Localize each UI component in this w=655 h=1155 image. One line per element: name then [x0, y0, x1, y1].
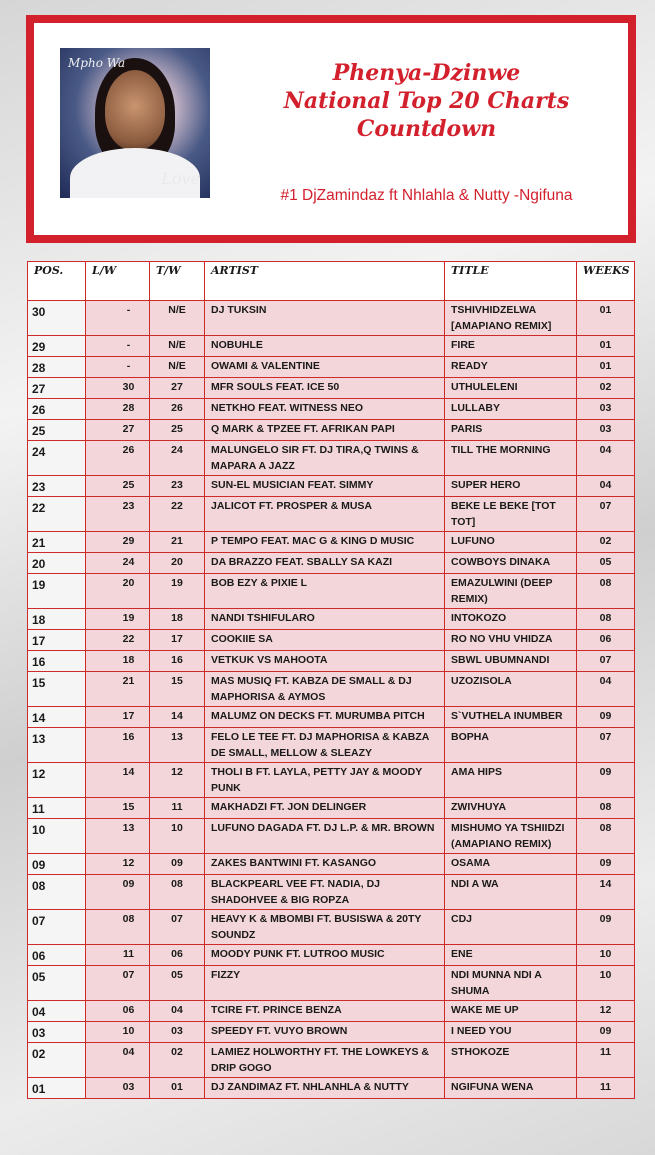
- title-cell: WAKE ME UP: [445, 1001, 577, 1022]
- table-row: [28, 1078, 635, 1099]
- tw-cell: 04: [150, 1001, 205, 1022]
- lw-cell: 10: [86, 1022, 150, 1043]
- tw-cell: 02: [150, 1043, 205, 1078]
- chart-title: Phenya-Dzinwe National Top 20 Charts Countdown: [283, 60, 570, 142]
- weeks-cell: 02: [577, 378, 635, 399]
- weeks-cell: 09: [577, 854, 635, 875]
- title-cell: LULLABY: [445, 399, 577, 420]
- artist-cell: DA BRAZZO FEAT. SBALLY SA KAZI: [205, 553, 445, 574]
- lw-cell: 16: [86, 728, 150, 763]
- artist-cell: NETKHO FEAT. WITNESS NEO: [205, 399, 445, 420]
- pos-cell: 28: [28, 357, 86, 378]
- cover-signature: Love: [161, 169, 200, 188]
- artist-cell: P TEMPO FEAT. MAC G & KING D MUSIC: [205, 532, 445, 553]
- table-row: [28, 819, 635, 854]
- lw-cell: 25: [86, 476, 150, 497]
- weeks-cell: 08: [577, 609, 635, 630]
- header-card: [34, 23, 628, 235]
- title-cell: SBWL UBUMNANDI: [445, 651, 577, 672]
- table-row: [28, 574, 635, 609]
- lw-cell: 04: [86, 1043, 150, 1078]
- artist-cell: COOKIIE SA: [205, 630, 445, 651]
- tw-cell: 11: [150, 798, 205, 819]
- lw-cell: 08: [86, 910, 150, 945]
- tw-cell: 21: [150, 532, 205, 553]
- lw-cell: 27: [86, 420, 150, 441]
- table-row: [28, 1001, 635, 1022]
- table-row: [28, 707, 635, 728]
- col-tw-header: T/W: [150, 262, 205, 301]
- title-cell: SUPER HERO: [445, 476, 577, 497]
- lw-cell: 03: [86, 1078, 150, 1099]
- title-cell: INTOKOZO: [445, 609, 577, 630]
- tw-cell: 26: [150, 399, 205, 420]
- pos-cell: 26: [28, 399, 86, 420]
- tw-cell: 09: [150, 854, 205, 875]
- artist-cell: HEAVY K & MBOMBI FT. BUSISWA & 20TY SOUNDZ: [205, 910, 445, 945]
- artist-cell: OWAMI & VALENTINE: [205, 357, 445, 378]
- chart-table: [27, 261, 635, 1099]
- weeks-cell: 06: [577, 630, 635, 651]
- title-cell: STHOKOZE: [445, 1043, 577, 1078]
- tw-cell: 20: [150, 553, 205, 574]
- artist-cell: DJ TUKSIN: [205, 301, 445, 336]
- pos-cell: 03: [28, 1022, 86, 1043]
- title-cell: PARIS: [445, 420, 577, 441]
- tw-cell: 01: [150, 1078, 205, 1099]
- weeks-cell: 07: [577, 728, 635, 763]
- lw-cell: -: [86, 357, 150, 378]
- number-one-line: #1 DjZamindaz ft Nhlahla & Nutty -Ngifuna: [280, 187, 573, 204]
- pos-cell: 07: [28, 910, 86, 945]
- lw-cell: 09: [86, 875, 150, 910]
- pos-cell: 25: [28, 420, 86, 441]
- lw-cell: 17: [86, 707, 150, 728]
- artist-cell: NOBUHLE: [205, 336, 445, 357]
- lw-cell: 29: [86, 532, 150, 553]
- weeks-cell: 01: [577, 301, 635, 336]
- lw-cell: 23: [86, 497, 150, 532]
- pos-cell: 24: [28, 441, 86, 476]
- table-row: [28, 1022, 635, 1043]
- lw-cell: 30: [86, 378, 150, 399]
- artist-cell: TCIRE FT. PRINCE BENZA: [205, 1001, 445, 1022]
- weeks-cell: 08: [577, 574, 635, 609]
- weeks-cell: 02: [577, 532, 635, 553]
- pos-cell: 02: [28, 1043, 86, 1078]
- pos-cell: 05: [28, 966, 86, 1001]
- table-row: [28, 441, 635, 476]
- pos-cell: 18: [28, 609, 86, 630]
- title-cell: NGIFUNA WENA: [445, 1078, 577, 1099]
- pos-cell: 15: [28, 672, 86, 707]
- title-cell: OSAMA: [445, 854, 577, 875]
- pos-cell: 08: [28, 875, 86, 910]
- title-cell: NDI A WA: [445, 875, 577, 910]
- tw-cell: 22: [150, 497, 205, 532]
- table-row: [28, 420, 635, 441]
- artist-cell: DJ ZANDIMAZ FT. NHLANHLA & NUTTY: [205, 1078, 445, 1099]
- tw-cell: 13: [150, 728, 205, 763]
- lw-cell: 28: [86, 399, 150, 420]
- pos-cell: 09: [28, 854, 86, 875]
- artist-cell: JALICOT FT. PROSPER & MUSA: [205, 497, 445, 532]
- chart-body: [28, 301, 635, 1099]
- weeks-cell: 12: [577, 1001, 635, 1022]
- pos-cell: 30: [28, 301, 86, 336]
- lw-cell: 13: [86, 819, 150, 854]
- artist-cell: THOLI B FT. LAYLA, PETTY JAY & MOODY PUNK: [205, 763, 445, 798]
- weeks-cell: 08: [577, 819, 635, 854]
- col-artist-header: ARTIST: [205, 262, 445, 301]
- pos-cell: 12: [28, 763, 86, 798]
- title-cell: S`VUTHELA INUMBER: [445, 707, 577, 728]
- artist-cell: SPEEDY FT. VUYO BROWN: [205, 1022, 445, 1043]
- tw-cell: 03: [150, 1022, 205, 1043]
- table-row: [28, 966, 635, 1001]
- artist-cell: LUFUNO DAGADA FT. DJ L.P. & MR. BROWN: [205, 819, 445, 854]
- pos-cell: 29: [28, 336, 86, 357]
- tw-cell: 27: [150, 378, 205, 399]
- weeks-cell: 05: [577, 553, 635, 574]
- table-row: [28, 301, 635, 336]
- pos-cell: 14: [28, 707, 86, 728]
- pos-cell: 27: [28, 378, 86, 399]
- artist-cell: SUN-EL MUSICIAN FEAT. SIMMY: [205, 476, 445, 497]
- tw-cell: 10: [150, 819, 205, 854]
- lw-cell: 24: [86, 553, 150, 574]
- artist-cell: BLACKPEARL VEE FT. NADIA, DJ SHADOHVEE & BIG ROPZA: [205, 875, 445, 910]
- col-title-header: TITLE: [445, 262, 577, 301]
- weeks-cell: 04: [577, 672, 635, 707]
- title-cell: LUFUNO: [445, 532, 577, 553]
- title-cell: BEKE LE BEKE [TOT TOT]: [445, 497, 577, 532]
- weeks-cell: 09: [577, 763, 635, 798]
- table-row: [28, 378, 635, 399]
- title-cell: TSHIVHIDZELWA [AMAPIANO REMIX]: [445, 301, 577, 336]
- tw-cell: N/E: [150, 357, 205, 378]
- table-header-row: [28, 262, 635, 301]
- table-row: [28, 945, 635, 966]
- title-cell: FIRE: [445, 336, 577, 357]
- table-row: [28, 651, 635, 672]
- weeks-cell: 11: [577, 1078, 635, 1099]
- pos-cell: 04: [28, 1001, 86, 1022]
- table-row: [28, 798, 635, 819]
- artist-cell: ZAKES BANTWINI FT. KASANGO: [205, 854, 445, 875]
- artist-cell: NANDI TSHIFULARO: [205, 609, 445, 630]
- title-cell: UTHULELENI: [445, 378, 577, 399]
- table-row: [28, 910, 635, 945]
- col-lw-header: L/W: [86, 262, 150, 301]
- lw-cell: 21: [86, 672, 150, 707]
- tw-cell: 24: [150, 441, 205, 476]
- weeks-cell: 01: [577, 336, 635, 357]
- title-cell: READY: [445, 357, 577, 378]
- title-cell: NDI MUNNA NDI A SHUMA: [445, 966, 577, 1001]
- weeks-cell: 11: [577, 1043, 635, 1078]
- weeks-cell: 10: [577, 945, 635, 966]
- tw-cell: 06: [150, 945, 205, 966]
- table-row: [28, 609, 635, 630]
- artist-cell: MFR SOULS FEAT. ICE 50: [205, 378, 445, 399]
- col-pos-header: POS.: [28, 262, 86, 301]
- pos-cell: 06: [28, 945, 86, 966]
- lw-cell: 12: [86, 854, 150, 875]
- pos-cell: 16: [28, 651, 86, 672]
- tw-cell: 16: [150, 651, 205, 672]
- weeks-cell: 14: [577, 875, 635, 910]
- table-row: [28, 630, 635, 651]
- pos-cell: 17: [28, 630, 86, 651]
- tw-cell: 19: [150, 574, 205, 609]
- title-cell: EMAZULWINI (DEEP REMIX): [445, 574, 577, 609]
- artist-cell: MALUMZ ON DECKS FT. MURUMBA PITCH: [205, 707, 445, 728]
- artist-cell: Q MARK & TPZEE FT. AFRIKAN PAPI: [205, 420, 445, 441]
- table-row: [28, 1043, 635, 1078]
- pos-cell: 01: [28, 1078, 86, 1099]
- artist-cell: VETKUK VS MAHOOTA: [205, 651, 445, 672]
- artist-cell: BOB EZY & PIXIE L: [205, 574, 445, 609]
- weeks-cell: 03: [577, 399, 635, 420]
- table-row: [28, 553, 635, 574]
- lw-cell: 19: [86, 609, 150, 630]
- table-row: [28, 763, 635, 798]
- tw-cell: 25: [150, 420, 205, 441]
- table-row: [28, 336, 635, 357]
- table-row: [28, 672, 635, 707]
- title-cell: COWBOYS DINAKA: [445, 553, 577, 574]
- tw-cell: 12: [150, 763, 205, 798]
- lw-cell: 20: [86, 574, 150, 609]
- title-cell: ZWIVHUYA: [445, 798, 577, 819]
- title-cell: TILL THE MORNING: [445, 441, 577, 476]
- lw-cell: 22: [86, 630, 150, 651]
- tw-cell: 14: [150, 707, 205, 728]
- pos-cell: 11: [28, 798, 86, 819]
- weeks-cell: 09: [577, 1022, 635, 1043]
- artist-cell: LAMIEZ HOLWORTHY FT. THE LOWKEYS & DRIP GOGO: [205, 1043, 445, 1078]
- tw-cell: N/E: [150, 301, 205, 336]
- artist-cell: MAS MUSIQ FT. KABZA DE SMALL & DJ MAPHORISA & AYMOS: [205, 672, 445, 707]
- tw-cell: 23: [150, 476, 205, 497]
- title-cell: I NEED YOU: [445, 1022, 577, 1043]
- tw-cell: 08: [150, 875, 205, 910]
- table-row: [28, 532, 635, 553]
- table-row: [28, 357, 635, 378]
- artist-cell: FELO LE TEE FT. DJ MAPHORISA & KABZA DE SMALL, MELLOW & SLEAZY: [205, 728, 445, 763]
- lw-cell: 06: [86, 1001, 150, 1022]
- pos-cell: 21: [28, 532, 86, 553]
- title-cell: ENE: [445, 945, 577, 966]
- weeks-cell: 09: [577, 910, 635, 945]
- table-row: [28, 728, 635, 763]
- cover-text: Mpho Wa: [68, 56, 126, 70]
- tw-cell: 15: [150, 672, 205, 707]
- header-banner: [26, 15, 636, 243]
- pos-cell: 13: [28, 728, 86, 763]
- weeks-cell: 01: [577, 357, 635, 378]
- tw-cell: N/E: [150, 336, 205, 357]
- lw-cell: 26: [86, 441, 150, 476]
- artist-cell: MALUNGELO SIR FT. DJ TIRA,Q TWINS & MAPARA A JAZZ: [205, 441, 445, 476]
- table-row: [28, 497, 635, 532]
- table-row: [28, 875, 635, 910]
- pos-cell: 23: [28, 476, 86, 497]
- weeks-cell: 04: [577, 441, 635, 476]
- weeks-cell: 07: [577, 651, 635, 672]
- weeks-cell: 10: [577, 966, 635, 1001]
- pos-cell: 10: [28, 819, 86, 854]
- weeks-cell: 07: [577, 497, 635, 532]
- table-row: [28, 476, 635, 497]
- pos-cell: 22: [28, 497, 86, 532]
- lw-cell: 15: [86, 798, 150, 819]
- lw-cell: 07: [86, 966, 150, 1001]
- lw-cell: -: [86, 336, 150, 357]
- lw-cell: 11: [86, 945, 150, 966]
- pos-cell: 20: [28, 553, 86, 574]
- table-row: [28, 854, 635, 875]
- weeks-cell: 04: [577, 476, 635, 497]
- pos-cell: 19: [28, 574, 86, 609]
- tw-cell: 18: [150, 609, 205, 630]
- artist-cell: MAKHADZI FT. JON DELINGER: [205, 798, 445, 819]
- lw-cell: 18: [86, 651, 150, 672]
- title-cell: MISHUMO YA TSHIIDZI (AMAPIANO REMIX): [445, 819, 577, 854]
- title-cell: AMA HIPS: [445, 763, 577, 798]
- artist-cell: FIZZY: [205, 966, 445, 1001]
- title-cell: UZOZISOLA: [445, 672, 577, 707]
- title-cell: RO NO VHU VHIDZA: [445, 630, 577, 651]
- lw-cell: 14: [86, 763, 150, 798]
- weeks-cell: 08: [577, 798, 635, 819]
- tw-cell: 05: [150, 966, 205, 1001]
- tw-cell: 17: [150, 630, 205, 651]
- col-weeks-header: WEEKS: [577, 262, 635, 301]
- artist-cell: MOODY PUNK FT. LUTROO MUSIC: [205, 945, 445, 966]
- weeks-cell: 03: [577, 420, 635, 441]
- tw-cell: 07: [150, 910, 205, 945]
- lw-cell: -: [86, 301, 150, 336]
- table-row: [28, 399, 635, 420]
- title-cell: BOPHA: [445, 728, 577, 763]
- weeks-cell: 09: [577, 707, 635, 728]
- title-cell: CDJ: [445, 910, 577, 945]
- album-cover: [60, 48, 210, 198]
